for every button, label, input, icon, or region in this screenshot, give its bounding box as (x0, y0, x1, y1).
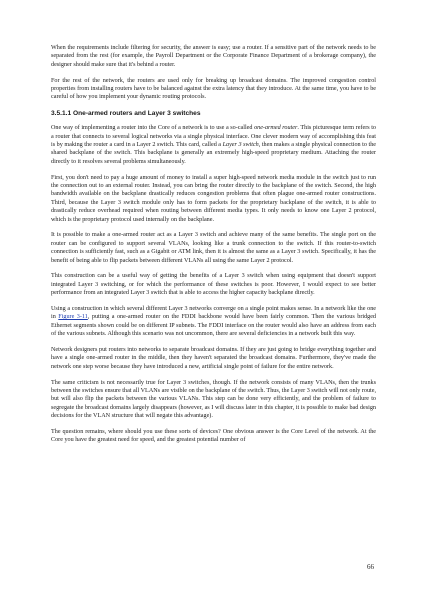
paragraph-fddi-example (51, 305, 376, 339)
emphasis-layer-3-switch: Layer 3 switch (222, 142, 259, 148)
paragraph-core-level: The question remains, where should you use these sorts of devices? One obvious answer is the Core Level of the network. At the Core you have the greatest need for speed, and the greatest potential number of (51, 429, 376, 444)
text-run: , then makes a single physical connection to the shared backplane of the switch. This backplane is generally an extremely high-speed proprietary medium. Attaching the router directly to it resolves several problems simultaneously. (51, 142, 376, 165)
paragraph-backplane-benefits: First, you don't need to pay a huge amount of money to install a super high-speed network media module in the switch just to run the connection out to an external router. Instead, you can bring the router directly to the backplane of the switch. Second, the high bandwidth available on the backplane drastically reduces congestion problems that often plague one-armed router constructions. Third, because the Layer 3 switch module only has to form packets for the proprietary backplane of the switch, it is able to drastically reduce overhead required when routing between different media types. It only needs to know one Layer 2 protocol, which is the proprietary protocol used internally on the backplane. (51, 174, 376, 223)
figure-3-11-link[interactable]: Figure 3-11 (58, 314, 88, 321)
paragraph-vlan-router: It is possible to make a one-armed router act as a Layer 3 switch and achieve many of the same benefits. The single port on the router can be configured to support several VLANs, looking like a trunk connection to the switch. If this router-to-switch connection is sufficiently fast, such as a Gigabit or ATM link, then it is almost the same as a Layer 3 switch. Specifically, it has the benefit of being able to flip packets between different VLANs all using the same Layer 2 protocol. (51, 232, 376, 264)
text-run: . This picturesque term refers to a router that connects to several logical networks via a single physical interface. One clever modern way of accomplishing this feat is by making the router a card in a Layer 2 switch. This card, called a (51, 125, 377, 148)
paragraph-one-armed-router (51, 124, 376, 166)
paragraph-broadcast-domains: For the rest of the network, the routers are used only for breaking up broadcast domains. The improved congestion control properties from installing routers have to be balanced against the extra latency that they introduce. At the same time, you have to be careful of how you implement your dynamic routing protocols. (51, 77, 376, 101)
page-number: 66 (367, 563, 374, 571)
text-run: Using a construction in which several different Layer 3 networks converge on a single point makes sense. In a network like the one in (51, 306, 376, 321)
section-heading: 3.5.1.1 One-armed routers and Layer 3 switches (51, 110, 201, 118)
paragraph-construction-usefulness: This construction can be a useful way of getting the benefits of a Layer 3 switch when using equipment that doesn't support integrated Layer 3 switching, or for which the performance of these switches is poor. However, I would expect to see better performance from an integrated Layer 3 switch that is able to access the higher capacity backplane directly. (51, 273, 376, 297)
text-run: , putting a one-armed router on the FDDI backbone would have been fairly common. Then the various bridged Ethernet segments shown could be on different IP subnets. The FDDI interface on the router would also have an address from each of the various subnets. Although this scenario was not uncommon, there are several deficiencies in a network built this way. (51, 314, 377, 338)
paragraph-security-filtering: When the requirements include filtering for security, the answer is easy; use a router. If a sensitive part of the network needs to be separated from the rest (for example, the Payroll Department or the Corporate Finance Department of a brokerage company), the designer should make sure that it's behind a router. (51, 45, 376, 68)
paragraph-layer3-criticism: The same criticism is not necessarily true for Layer 3 switches, though. If the network consists of many VLANs, then the trunks between the switches ensure that all VLANs are visible on the backplane of the switch. Thus, the Layer 3 switch will not only route, but will also flip the packets between the various VLANs. This step can be done very efficiently, and the problem of failure to segregate the broadcast domains largely disappears (however, as I will discuss later in this chapter, it is possible to make bad design decisions for the VLAN structure that will negate this advantage). (51, 379, 376, 420)
emphasis-one-armed-router: one-armed router (254, 125, 298, 132)
text-run: One way of implementing a router into the Core of a network is to use a so-called (51, 125, 255, 132)
paragraph-network-designers: Network designers put routers into networks to separate broadcast domains. If they are just going to bridge everything together and have a single one-armed router in the middle, then they haven't separated the broadcast domains. Furthermore, they've made the network one step worse because they have introduced a new, artificial single point of failure for the entire network. (51, 347, 376, 370)
